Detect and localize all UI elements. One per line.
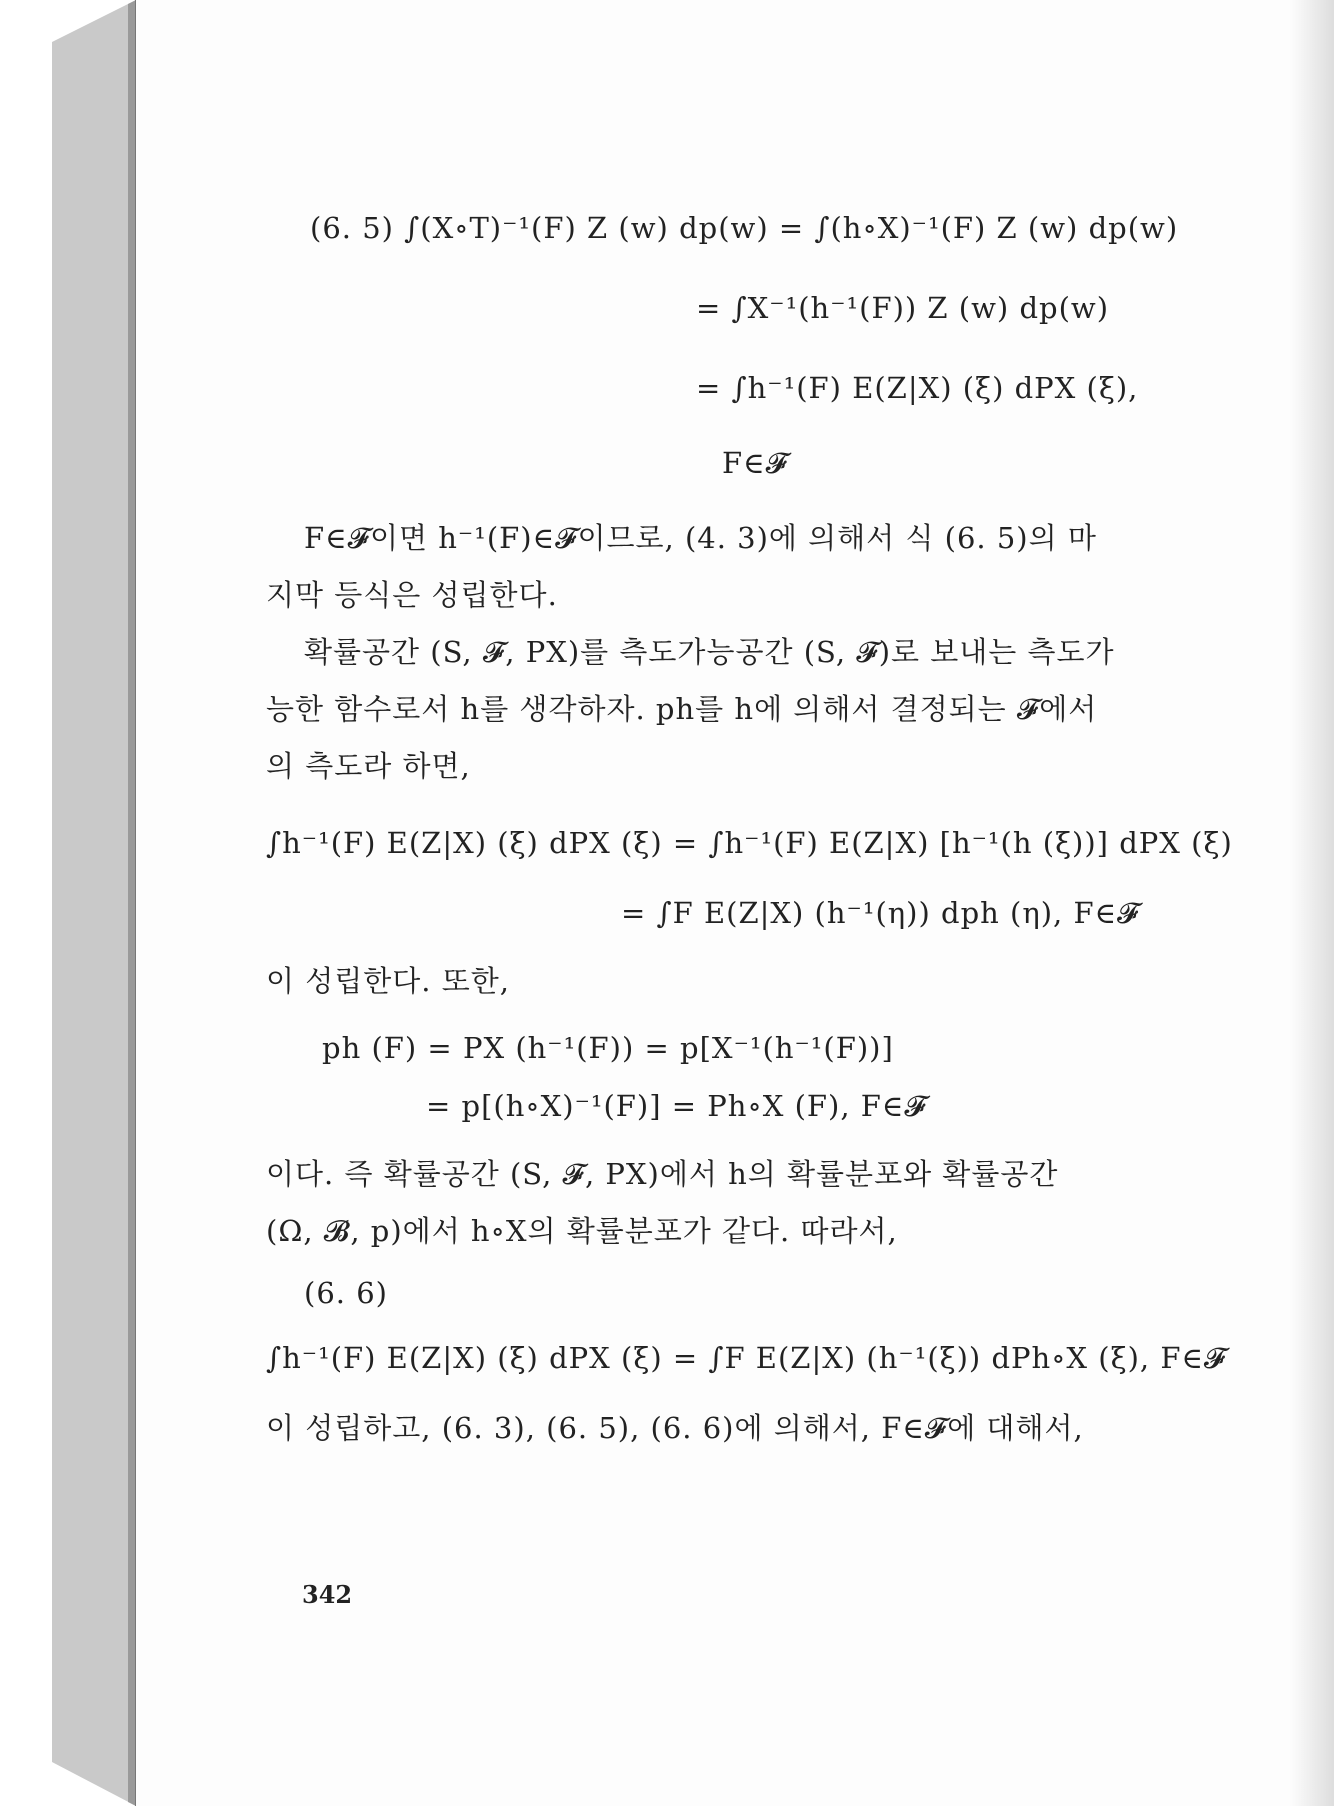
equation-6-5-line-3: = ∫h⁻¹(F) E(Z|X) (ξ) dPX (ξ), <box>696 371 1139 405</box>
paragraph-4-line-1: 이다. 즉 확률공간 (S, 𝓕, PX)에서 h의 확률분포와 확률공간 <box>266 1157 1059 1191</box>
paragraph-1-line-2: 지막 등식은 성립한다. <box>266 578 558 612</box>
display-equation-2-line-1: ph (F) = PX (h⁻¹(F)) = p[X⁻¹(h⁻¹(F))] <box>322 1031 894 1065</box>
paragraph-2-line-3: 의 측도라 하면, <box>266 749 471 783</box>
page-edge-shadow <box>1290 0 1334 1806</box>
display-equation-1-line-1: ∫h⁻¹(F) E(Z|X) (ξ) dPX (ξ) = ∫h⁻¹(F) E(Z|X) [h⁻¹(h (ξ))] dPX (ξ) <box>266 826 1233 860</box>
paragraph-5-line-1: 이 성립하고, (6. 3), (6. 5), (6. 6)에 의해서, F∈𝓕에 대해서, <box>266 1411 1084 1445</box>
display-equation-1-line-2: = ∫F E(Z|X) (h⁻¹(η)) dph (η), F∈𝓕 <box>621 896 1140 930</box>
paragraph-1-line-1: F∈𝓕이면 h⁻¹(F)∈𝓕이므로, (4. 3)에 의해서 식 (6. 5)의 마 <box>304 521 1097 555</box>
paragraph-2-line-1: 확률공간 (S, 𝓕, PX)를 측도가능공간 (S, 𝓕)로 보내는 측도가 <box>304 635 1115 669</box>
equation-6-5-line-2: = ∫X⁻¹(h⁻¹(F)) Z (w) dp(w) <box>696 291 1110 325</box>
equation-6-5-line-1: (6. 5) ∫(X∘T)⁻¹(F) Z (w) dp(w) = ∫(h∘X)⁻¹(F) Z (w) dp(w) <box>310 211 1179 245</box>
page-number: 342 <box>302 1580 353 1609</box>
equation-6-6: ∫h⁻¹(F) E(Z|X) (ξ) dPX (ξ) = ∫F E(Z|X) (h⁻¹(ξ)) dPh∘X (ξ), F∈𝓕 <box>266 1341 1227 1375</box>
paragraph-4-line-2: (Ω, 𝓑, p)에서 h∘X의 확률분포가 같다. 따라서, <box>266 1214 898 1248</box>
paragraph-3-line-1: 이 성립한다. 또한, <box>266 964 510 998</box>
paragraph-2-line-2: 능한 함수로서 h를 생각하자. ph를 h에 의해서 결정되는 𝓕에서 <box>266 692 1098 726</box>
display-equation-2-line-2: = p[(h∘X)⁻¹(F)] = Ph∘X (F), F∈𝓕 <box>426 1089 927 1123</box>
equation-6-5-condition: F∈𝓕 <box>722 446 788 480</box>
equation-6-6-number: (6. 6) <box>304 1276 388 1310</box>
